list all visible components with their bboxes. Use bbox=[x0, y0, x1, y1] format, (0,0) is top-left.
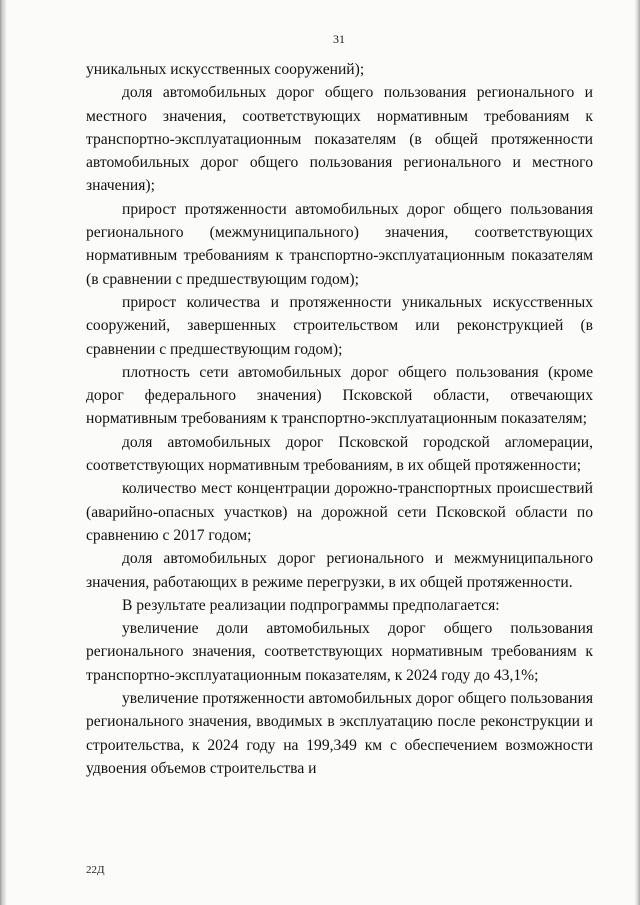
paragraph: количество мест концентрации дорожно-транспортных происшествий (аварийно-опасных участков) на дорожной сети Псковской области по сравнению с 2017 годом; bbox=[86, 480, 593, 544]
scan-edge-left bbox=[0, 0, 7, 905]
paragraph: прирост количества и протяженности уникальных искусственных сооружений, завершенных строительством или реконструкцией (в сравнении с предшествующим годом); bbox=[86, 293, 593, 358]
paragraph: увеличение протяженности автомобильных дорог общего пользования регионального значения, вводимых в эксплуатацию после реконструкции и строительства, к 2024 году на 199,349 км с обеспечением возможности удвоения объемов строительства и bbox=[86, 690, 593, 777]
paragraph-continuation: уникальных искусственных сооружений); bbox=[86, 61, 365, 78]
paragraph: В результате реализации подпрограммы предполагается: bbox=[122, 596, 500, 614]
scan-edge-right bbox=[634, 0, 640, 905]
paragraph: доля автомобильных дорог регионального и межмуниципального значения, работающих в режиме перегрузки, в их общей протяженности. bbox=[86, 550, 593, 591]
paragraph: доля автомобильных дорог общего пользования регионального и местного значения, соответствующих нормативным требованиям к транспортно-эксплуатационным показателям (в общей протяженности автомобильных дорог общего пользования регионального и местного значения); bbox=[86, 84, 593, 195]
paragraph: плотность сети автомобильных дорог общего пользования (кроме дорог федерального значения) Псковской области, отвечающих нормативным требованиям к транспортно-эксплуатационным показателям; bbox=[86, 363, 593, 428]
footer-document-code: 22Д bbox=[86, 864, 105, 876]
page-number: 31 bbox=[333, 32, 345, 46]
paragraph: прирост протяженности автомобильных дорог общего пользования регионального (межмуниципального) значения, соответствующих нормативным требованиям к транспортно-эксплуатационным показателям (в сравнении с предшествующим годом); bbox=[86, 200, 593, 288]
paragraph: увеличение доли автомобильных дорог общего пользования регионального значения, соответствующих нормативным требованиям к транспортно-эксплуатационным показателям, к 2024 году до 43,1%; bbox=[86, 620, 593, 684]
document-body bbox=[86, 58, 593, 780]
paragraph: доля автомобильных дорог Псковской городской агломерации, соответствующих нормативным требованиям, в их общей протяженности; bbox=[86, 433, 593, 475]
